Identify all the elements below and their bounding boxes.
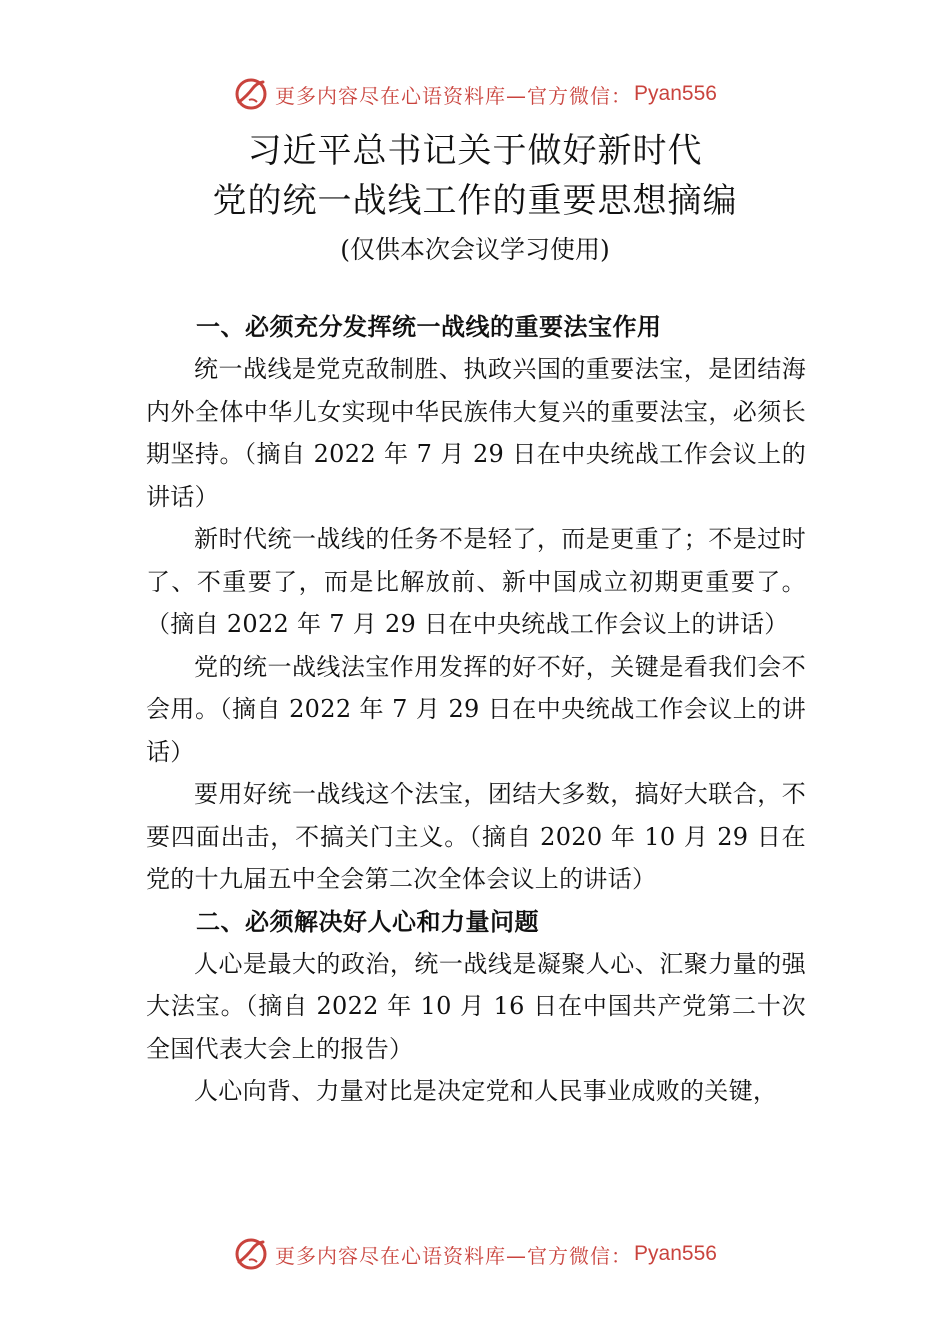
section-heading-1: 一、必须充分发挥统一战线的重要法宝作用 — [196, 313, 662, 341]
title-line-1: 习近平总书记关于做好新时代 — [247, 131, 703, 171]
document-title — [0, 126, 950, 272]
footer-watermark — [0, 1232, 950, 1276]
paragraph: 人心向背、力量对比是决定党和人民事业成败的关键， — [194, 1077, 778, 1105]
paragraph: 人心是最大的政治，统一战线是凝聚人心、汇聚力量的强大法宝。（摘自 2022 年 10 月 16 日在中国共产党第二十次全国代表大会上的报告） — [146, 949, 806, 1063]
paragraph: 党的统一战线法宝作用发挥的好不好，关键是看我们会不会用。（摘自 2022 年 7 月 29 日在中央统战工作会议上的讲话） — [146, 652, 806, 766]
document-subtitle: (仅供本次会议学习使用) — [340, 235, 610, 264]
document-body — [146, 306, 806, 1113]
paragraph: 要用好统一战线这个法宝，团结大多数，搞好大联合，不要四面出击，不搞关门主义。（摘自 2020 年 10 月 29 日在党的十九届五中全会第二次全体会议上的讲话） — [146, 780, 806, 893]
paragraph: 统一战线是党克敌制胜、执政兴国的重要法宝，是团结海内外全体中华儿女实现中华民族伟大复兴的重要法宝，必须长期坚持。（摘自 2022 年 7 月 29 日在中央统战工作会议上的讲话） — [146, 355, 806, 511]
watermark-wechat-id: Pyan556 — [634, 82, 717, 105]
title-line-2: 党的统一战线工作的重要思想摘编 — [212, 181, 738, 221]
brush-logo-icon — [233, 1236, 269, 1272]
section-heading-2: 二、必须解决好人心和力量问题 — [196, 907, 539, 936]
header-watermark — [0, 72, 950, 116]
watermark-wechat-id: Pyan556 — [634, 1242, 717, 1265]
watermark-text: 更多内容尽在心语资料库—官方微信： — [275, 83, 633, 108]
paragraph: 新时代统一战线的任务不是轻了，而是更重了；不是过时了、不重要了，而是比解放前、新中国成立初期更重要了。（摘自 2022 年 7 月 29 日在中央统战工作会议上的讲话） — [146, 525, 806, 638]
brush-logo-icon — [233, 76, 269, 112]
watermark-text: 更多内容尽在心语资料库—官方微信： — [275, 1243, 633, 1268]
